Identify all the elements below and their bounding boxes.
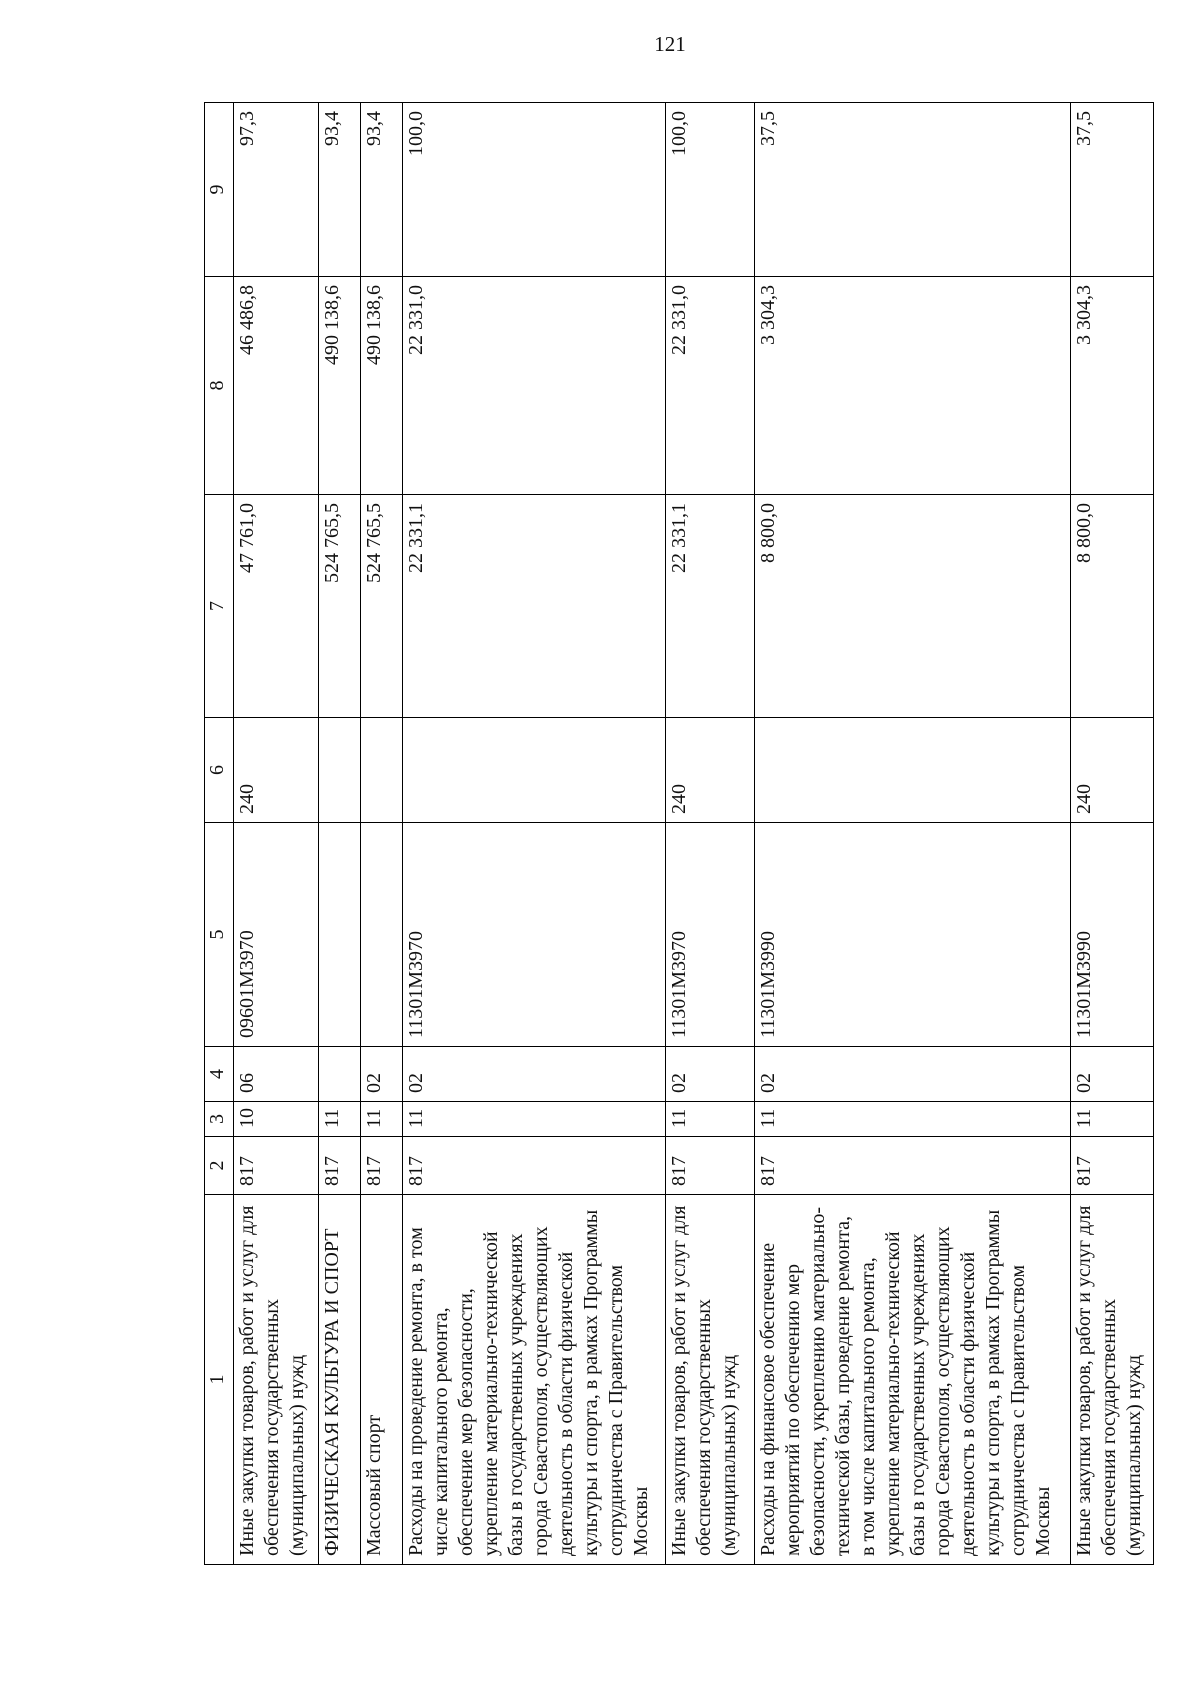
cell-vr: 240 [666,718,755,823]
col-header: 1 [205,1195,234,1565]
cell-razdel: 11 [1070,1102,1153,1137]
table-header-row [205,103,234,1565]
cell-podrazdel: 02 [402,1047,666,1102]
cell-fact: 46 486,8 [234,277,319,495]
col-header: 6 [205,718,234,823]
table-row [754,103,1070,1565]
col-header: 8 [205,277,234,495]
cell-ved: 817 [666,1137,755,1195]
cell-fact: 3 304,3 [754,277,1070,495]
cell-csr: 11301М3970 [402,823,666,1047]
cell-podrazdel: 06 [234,1047,319,1102]
cell-csr: 11301М3970 [666,823,755,1047]
col-header: 4 [205,1047,234,1102]
cell-percent: 97,3 [234,103,319,277]
cell-razdel: 11 [402,1102,666,1137]
row-name: Иные закупки товаров, работ и услуг для обеспечения государственных (муниципальных) нужд [234,1195,319,1565]
cell-podrazdel: 02 [666,1047,755,1102]
cell-percent: 100,0 [402,103,666,277]
cell-vr [402,718,666,823]
cell-razdel: 11 [361,1102,403,1137]
cell-csr: 11301М3990 [1070,823,1153,1047]
cell-percent: 93,4 [361,103,403,277]
row-name: Иные закупки товаров, работ и услуг для обеспечения государственных (муниципальных) нужд [1070,1195,1153,1565]
col-header: 5 [205,823,234,1047]
table-row [361,103,403,1565]
cell-ved: 817 [361,1137,403,1195]
cell-podrazdel: 02 [754,1047,1070,1102]
cell-ved: 817 [754,1137,1070,1195]
cell-vr [319,718,361,823]
cell-plan: 524 765,5 [319,495,361,718]
cell-fact: 22 331,0 [666,277,755,495]
cell-ved: 817 [402,1137,666,1195]
cell-vr: 240 [234,718,319,823]
cell-csr [319,823,361,1047]
row-name: ФИЗИЧЕСКАЯ КУЛЬТУРА И СПОРТ [319,1195,361,1565]
cell-ved: 817 [234,1137,319,1195]
cell-percent: 100,0 [666,103,755,277]
cell-podrazdel: 02 [361,1047,403,1102]
cell-csr: 11301М3990 [754,823,1070,1047]
table-row [319,103,361,1565]
cell-plan: 524 765,5 [361,495,403,718]
row-name: Массовый спорт [361,1195,403,1565]
rotated-table-wrapper [204,103,1154,1565]
table-row [234,103,319,1565]
cell-percent: 37,5 [1070,103,1153,277]
col-header: 9 [205,103,234,277]
cell-podrazdel [319,1047,361,1102]
cell-fact: 3 304,3 [1070,277,1153,495]
table-row [402,103,666,1565]
cell-csr [361,823,403,1047]
table-row [1070,103,1153,1565]
cell-plan: 22 331,1 [666,495,755,718]
budget-table [204,102,1154,1565]
page-number: 121 [654,32,686,56]
cell-csr: 09601М3970 [234,823,319,1047]
col-header: 3 [205,1102,234,1137]
col-header: 7 [205,495,234,718]
cell-vr [754,718,1070,823]
cell-plan: 22 331,1 [402,495,666,718]
cell-razdel: 11 [666,1102,755,1137]
cell-plan: 47 761,0 [234,495,319,718]
cell-podrazdel: 02 [1070,1047,1153,1102]
row-name: Расходы на финансовое обеспечение мероприятий по обеспечению мер безопасности, укреплению материально-технической базы, проведение ремонта, в том числе капитального ремонта, укрепление материально-технической базы в государственных учреждениях города Севастополя, осуществляющих деятельность в области физической культуры и спорта, в рамках Программы сотрудничества с Правительством Москвы [754,1195,1070,1565]
cell-razdel: 11 [319,1102,361,1137]
table-row [666,103,755,1565]
cell-percent: 93,4 [319,103,361,277]
cell-fact: 490 138,6 [361,277,403,495]
cell-ved: 817 [1070,1137,1153,1195]
cell-percent: 37,5 [754,103,1070,277]
cell-plan: 8 800,0 [754,495,1070,718]
row-name: Иные закупки товаров, работ и услуг для обеспечения государственных (муниципальных) нужд [666,1195,755,1565]
cell-vr: 240 [1070,718,1153,823]
cell-plan: 8 800,0 [1070,495,1153,718]
cell-fact: 490 138,6 [319,277,361,495]
cell-ved: 817 [319,1137,361,1195]
cell-vr [361,718,403,823]
cell-fact: 22 331,0 [402,277,666,495]
col-header: 2 [205,1137,234,1195]
row-name: Расходы на проведение ремонта, в том числе капитального ремонта, обеспечение мер безопасности, укрепление материально-технической базы в государственных учреждениях города Севастополя, осуществляющих деятельность в области физической культуры и спорта, в рамках Программы сотрудничества с Правительством Москвы [402,1195,666,1565]
cell-razdel: 10 [234,1102,319,1137]
cell-razdel: 11 [754,1102,1070,1137]
